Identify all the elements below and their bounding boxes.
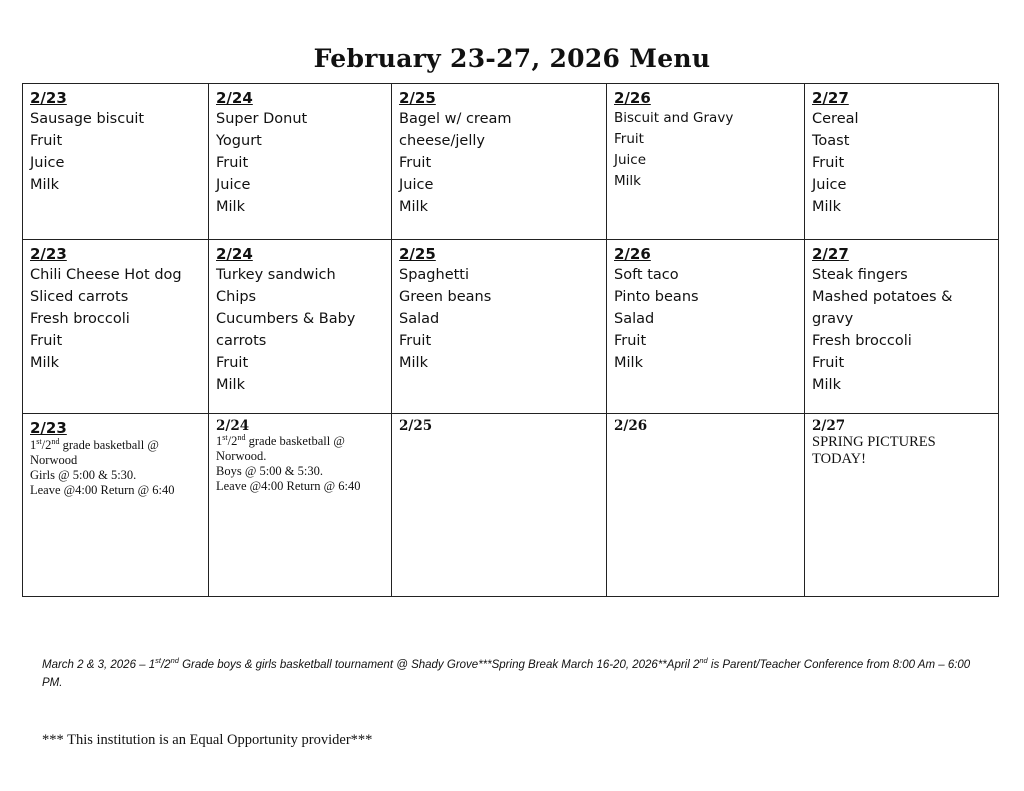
menu-date: 2/23 (30, 89, 67, 107)
event-date: 2/27 (812, 418, 846, 434)
event-cell-tue (209, 414, 392, 597)
menu-item: Fruit (30, 333, 63, 349)
breakfast-cell-2-25 (392, 84, 607, 240)
menu-item: Juice (614, 152, 647, 168)
lunch-cell-2-24 (209, 240, 392, 414)
event-cell-fri (805, 414, 999, 597)
menu-item: cheese/jelly (399, 133, 485, 149)
menu-date: 2/26 (614, 89, 651, 107)
menu-item: Milk (614, 173, 641, 189)
menu-item: Green beans (399, 289, 492, 305)
menu-item: Toast (812, 133, 850, 149)
event-cell-wed (392, 414, 607, 597)
event-line: Girls @ 5:00 & 5:30. (30, 468, 137, 482)
menu-table (22, 83, 999, 597)
menu-item: Milk (216, 199, 245, 215)
menu-item: gravy (812, 311, 854, 327)
menu-item: Bagel w/ cream (399, 111, 512, 127)
menu-item: Sliced carrots (30, 289, 129, 305)
event-line: SPRING PICTURES (812, 434, 936, 450)
menu-item: Steak fingers (812, 267, 908, 283)
menu-date: 2/24 (216, 245, 253, 263)
menu-item: Turkey sandwich (216, 267, 336, 283)
menu-item: Milk (399, 199, 428, 215)
breakfast-row (23, 84, 999, 240)
menu-item: Milk (30, 177, 59, 193)
menu-item: Juice (30, 155, 65, 171)
event-cell-thu (607, 414, 805, 597)
menu-item: Pinto beans (614, 289, 699, 305)
menu-item: Spaghetti (399, 267, 470, 283)
menu-item: Fresh broccoli (30, 311, 130, 327)
menu-item: Milk (812, 377, 841, 393)
menu-date: 2/25 (399, 89, 436, 107)
menu-item: Mashed potatoes & (812, 289, 953, 305)
event-line: Leave @4:00 Return @ 6:40 (216, 479, 361, 493)
menu-date: 2/27 (812, 245, 849, 263)
menu-item: Fruit (30, 133, 63, 149)
menu-item: Fruit (812, 355, 845, 371)
menu-item: Fruit (216, 355, 249, 371)
events-row (23, 414, 999, 597)
lunch-row (23, 240, 999, 414)
menu-item: Fruit (812, 155, 845, 171)
menu-date: 2/27 (812, 89, 849, 107)
footer-note: March 2 & 3, 2026 – 1st/2nd Grade boys & girls basketball tournament @ Shady Grove***Spring Break March 16-20, 2026**April 2nd is Parent/Teacher Conference from 8:00 Am – 6:00 PM. (42, 656, 971, 689)
menu-item: Milk (399, 355, 428, 371)
menu-item: Yogurt (216, 133, 262, 149)
menu-item: Milk (216, 377, 245, 393)
event-line: Boys @ 5:00 & 5:30. (216, 464, 324, 478)
menu-date: 2/25 (399, 245, 436, 263)
event-line: TODAY! (812, 451, 866, 467)
page-title: February 23-27, 2026 Menu (313, 44, 711, 73)
equal-opportunity-statement: *** This institution is an Equal Opportunity provider*** (42, 732, 373, 748)
menu-item: Soft taco (614, 267, 679, 283)
lunch-cell-2-26 (607, 240, 805, 414)
menu-item: Sausage biscuit (30, 111, 145, 127)
breakfast-cell-2-26 (607, 84, 805, 240)
menu-item: carrots (216, 333, 267, 349)
menu-item: Biscuit and Gravy (614, 110, 734, 126)
menu-item: Juice (399, 177, 434, 193)
event-line: Norwood. (216, 449, 267, 463)
event-line: Norwood (30, 453, 78, 467)
breakfast-cell-2-24 (209, 84, 392, 240)
menu-item: Fruit (399, 333, 432, 349)
menu-item: Cereal (812, 111, 859, 127)
menu-item: Chips (216, 289, 257, 305)
event-line: 1st/2nd grade basketball @ (216, 432, 345, 448)
menu-item: Salad (614, 311, 655, 327)
lunch-cell-2-25 (392, 240, 607, 414)
event-cell-mon (23, 414, 209, 597)
menu-item: Fruit (614, 131, 644, 147)
menu-item: Milk (812, 199, 841, 215)
menu-item: Cucumbers & Baby (216, 311, 356, 327)
menu-item: Fruit (399, 155, 432, 171)
event-date: 2/26 (614, 418, 648, 434)
menu-date: 2/26 (614, 245, 651, 263)
menu-item: Super Donut (216, 111, 308, 127)
breakfast-cell-2-27 (805, 84, 999, 240)
lunch-cell-2-27 (805, 240, 999, 414)
menu-item: Fruit (216, 155, 249, 171)
menu-item: Milk (30, 355, 59, 371)
event-date: 2/25 (399, 418, 433, 434)
menu-date: 2/24 (216, 89, 253, 107)
menu-item: Salad (399, 311, 440, 327)
menu-item: Fruit (614, 333, 647, 349)
menu-item: Milk (614, 355, 643, 371)
menu-item: Fresh broccoli (812, 333, 912, 349)
event-line: Leave @4:00 Return @ 6:40 (30, 483, 175, 497)
menu-item: Juice (812, 177, 847, 193)
menu-date: 2/23 (30, 245, 67, 263)
lunch-cell-2-23 (23, 240, 209, 414)
breakfast-cell-2-23 (23, 84, 209, 240)
menu-item: Juice (216, 177, 251, 193)
event-line: 1st/2nd grade basketball @ (30, 436, 159, 452)
event-date: 2/23 (30, 419, 67, 437)
menu-item: Chili Cheese Hot dog (30, 267, 182, 283)
event-date: 2/24 (216, 418, 250, 434)
